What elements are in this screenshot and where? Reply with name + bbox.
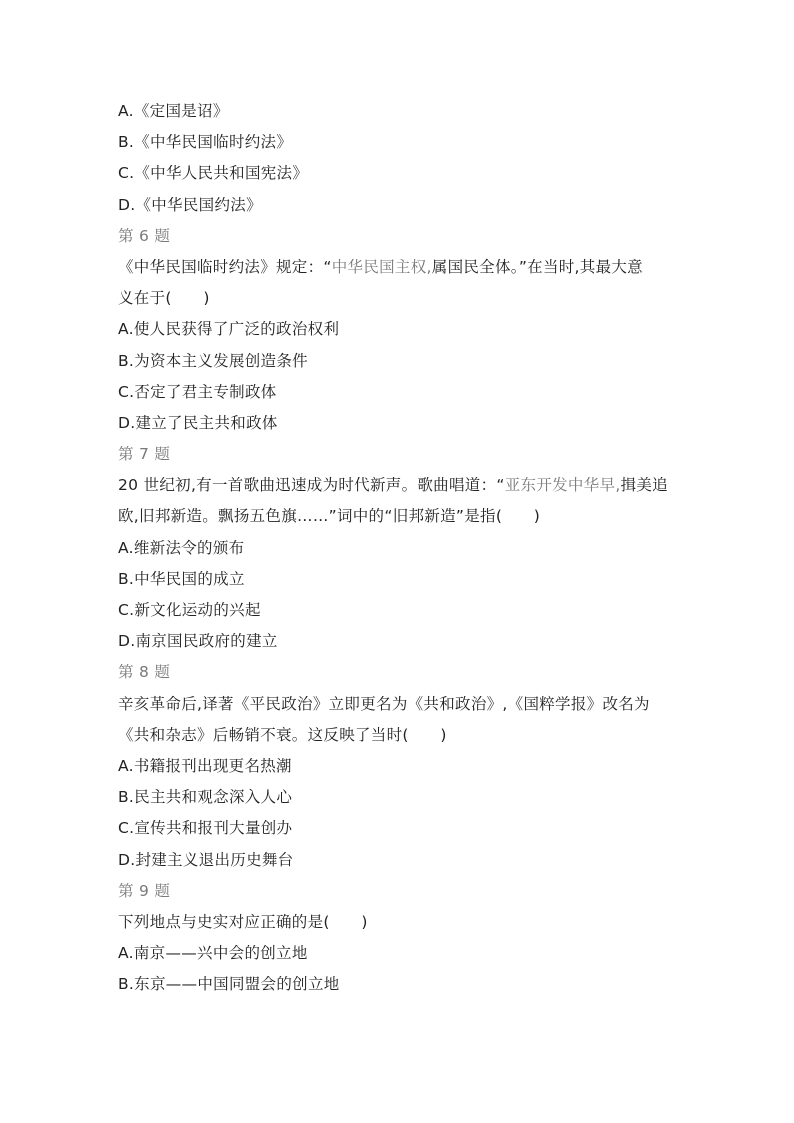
q6-stem-part-c: 属国民全体。”在当时,其最大意	[431, 257, 643, 276]
q6-option-d: D.建立了民主共和政体	[118, 413, 278, 432]
q6-stem-line1	[118, 252, 688, 283]
q7-stem-part-c: 揖美追	[620, 476, 668, 495]
q7-stem-line2: 欧,旧邦新造。飘扬五色旗……”词中的“旧邦新造”是指( )	[118, 507, 541, 526]
q7-stem-part-a: 20 世纪初,有一首歌曲迅速成为时代新声。歌曲唱道：“	[118, 476, 505, 495]
q5-option-b: B.《中华民国临时约法》	[118, 133, 293, 152]
q6-option-c: C.否定了君主专制政体	[118, 382, 277, 401]
q8-heading: 第 8 题	[118, 663, 171, 682]
q6-stem-quote-gray: 中华民国主权,	[331, 257, 432, 276]
q8-stem-line1: 辛亥革命后,译著《平民政治》立即更名为《共和政治》,《国粹学报》改名为	[118, 694, 650, 713]
q6-stem-part-a: 《中华民国临时约法》规定：“	[118, 257, 332, 276]
q6-option-a: A.使人民获得了广泛的政治权利	[118, 320, 340, 339]
q6-stem-line2: 义在于( )	[118, 289, 210, 308]
q7-heading: 第 7 题	[118, 445, 171, 464]
q7-option-c: C.新文化运动的兴起	[118, 601, 261, 619]
q9-stem-line1: 下列地点与史实对应正确的是( )	[118, 912, 368, 931]
q7-option-d: D.南京国民政府的建立	[118, 632, 278, 651]
q5-option-c: C.《中华人民共和国宪法》	[118, 164, 309, 183]
document-page	[118, 96, 688, 1000]
q7-option-b: B.中华民国的成立	[118, 569, 245, 588]
q6-option-b: B.为资本主义发展创造条件	[118, 351, 308, 370]
q5-option-a: A.《定国是诏》	[118, 102, 229, 120]
q5-option-d: D.《中华民国约法》	[118, 195, 262, 214]
q9-option-b: B.东京——中国同盟会的创立地	[118, 975, 340, 994]
q8-option-d: D.封建主义退出历史舞台	[118, 850, 294, 869]
q7-stem-quote-gray: 亚东开发中华早,	[504, 476, 621, 495]
q6-heading: 第 6 题	[118, 226, 171, 245]
q9-option-a: A.南京——兴中会的创立地	[118, 944, 308, 963]
q8-option-b: B.民主共和观念深入人心	[118, 788, 293, 807]
q7-option-a: A.维新法令的颁布	[118, 538, 245, 557]
q7-stem-line1	[118, 470, 688, 501]
q8-option-a: A.书籍报刊出现更名热潮	[118, 756, 292, 775]
q8-stem-line2: 《共和杂志》后畅销不衰。这反映了当时( )	[118, 725, 447, 744]
q8-option-c: C.宣传共和报刊大量创办	[118, 819, 293, 838]
q9-heading: 第 9 题	[118, 881, 171, 900]
